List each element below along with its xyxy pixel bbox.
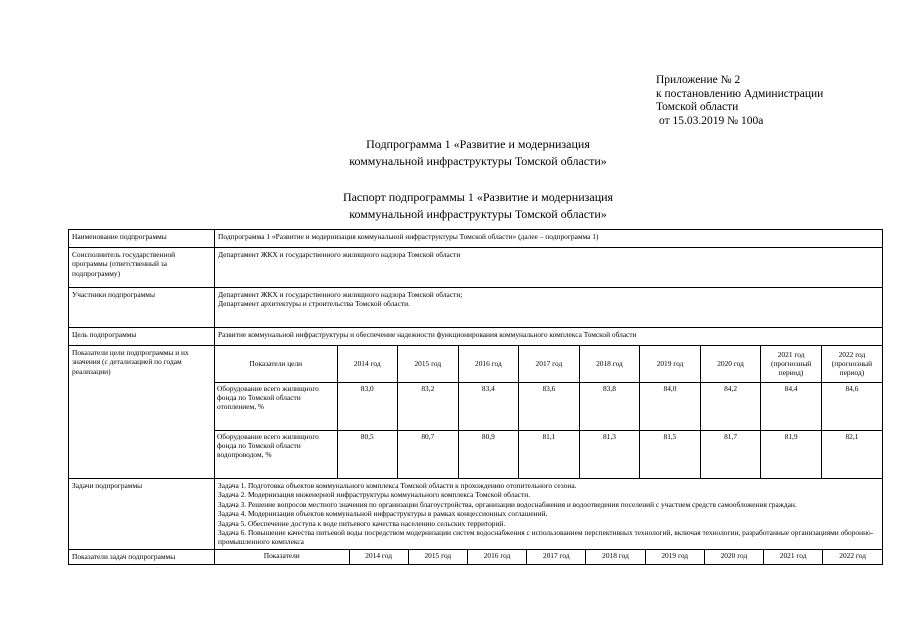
appendix-line: Приложение № 2	[656, 74, 741, 86]
task-indicators-header-row	[215, 550, 882, 564]
header-cell: 2015 год	[408, 550, 467, 564]
indicator-value: 84,6	[821, 382, 882, 430]
header-cell: 2020 год	[704, 550, 763, 564]
row-label: Соисполнитель государственной программы (ответственный за подпрограмму)	[69, 248, 215, 288]
task-item: Задача 3. Решение вопросов местного значения по организации благоустройства, организации водоснабжения и водоотведения поселений с участием средств самообложения граждан.	[218, 499, 797, 509]
indicator-value: 83,4	[458, 382, 519, 430]
heading-line: Паспорт подпрограммы 1 «Развитие и модернизация	[342, 190, 614, 204]
participant-line: Департамент архитектуры и строительства Томской области.	[218, 299, 410, 309]
indicator-name: Оборудование всего жилищного фонда по Томской области отоплением, %	[215, 382, 337, 430]
row-goal	[69, 328, 883, 346]
header-cell: 2017 год	[519, 346, 580, 382]
indicator-value: 81,1	[519, 430, 580, 478]
row-label: Показатели задач подпрограммы	[69, 549, 215, 564]
task-item: Задача 6. Повышение качества питьевой воды посредством модернизации систем водоснабжения с использованием перспективных технологий, включая технологии, разработанные организациями оборонно-промышленного комплекса	[218, 528, 874, 547]
indicator-value: 80,5	[337, 430, 398, 478]
heading-line: коммунальной инфраструктуры Томской области»	[349, 154, 607, 168]
tasks-list	[215, 479, 883, 550]
task-item: Задача 1. Подготовка объектов коммунального комплекса Томской области к прохождению отопительного сезона.	[218, 481, 577, 490]
indicator-value: 81,5	[640, 430, 701, 478]
header-cell: 2014 год	[349, 550, 408, 564]
indicator-name: Оборудование всего жилищного фонда по Томской области водопроводом, %	[215, 430, 337, 478]
appendix-line: от 15.03.2019 № 100а	[659, 114, 764, 127]
row-value: Департамент ЖКХ и государственного жилищного надзора Томской области	[215, 248, 883, 288]
row-label: Наименование подпрограммы	[69, 230, 215, 248]
header-cell: 2017 год	[527, 550, 586, 564]
header-cell: 2014 год	[337, 346, 398, 382]
header-cell: 2018 год	[579, 346, 640, 382]
header-cell: Показатели	[215, 550, 349, 564]
indicator-value: 84,4	[761, 382, 822, 430]
header-cell: 2019 год	[645, 550, 704, 564]
row-participants	[69, 288, 883, 328]
indicator-value: 83,8	[579, 382, 640, 430]
row-indicators	[69, 346, 883, 479]
header-cell: 2016 год	[458, 346, 519, 382]
header-cell: Показатели цели	[215, 346, 337, 382]
participant-line: Департамент ЖКХ и государственного жилищного надзора Томской области;	[218, 290, 463, 299]
appendix-line: Томской области	[656, 101, 739, 113]
header-cell: 2019 год	[640, 346, 701, 382]
row-label: Показатели цели подпрограммы и их значения (с детализацией по годам реализации)	[69, 346, 215, 479]
header-cell: 2018 год	[586, 550, 645, 564]
row-label: Участники подпрограммы	[69, 288, 215, 328]
header-cell: 2022 год	[823, 550, 882, 564]
indicator-value: 80,7	[398, 430, 459, 478]
indicators-data-row	[215, 430, 882, 478]
row-label: Цель подпрограммы	[69, 328, 215, 346]
indicators-cell	[215, 346, 883, 479]
header-cell: 2015 год	[398, 346, 459, 382]
heading-line: Подпрограмма 1 «Развитие и модернизация	[366, 137, 590, 151]
task-item: Задача 2. Модернизация инженерной инфраструктуры коммунального комплекса Томской области.	[218, 490, 531, 500]
row-coexecutor	[69, 248, 883, 288]
indicator-value: 82,1	[821, 430, 882, 478]
task-indicators-cell	[215, 549, 883, 564]
row-value: Развитие коммунальной инфраструктуры и обеспечение надежности функционирования коммунального комплекса Томской области	[215, 328, 883, 346]
indicator-value: 81,3	[579, 430, 640, 478]
header-cell: 2021 год (прогнозный период)	[761, 346, 822, 382]
indicators-header-row	[215, 346, 882, 382]
row-label: Задачи подпрограммы	[69, 479, 215, 550]
indicators-table	[215, 346, 882, 478]
row-task-indicators	[69, 549, 883, 564]
row-value: Подпрограмма 1 «Развитие и модернизация коммунальной инфраструктуры Томской области» (далее – подпрограмма 1)	[215, 230, 883, 248]
indicator-value: 84,0	[640, 382, 701, 430]
indicator-value: 80,9	[458, 430, 519, 478]
indicators-data-row	[215, 382, 882, 430]
indicator-value: 84,2	[700, 382, 761, 430]
appendix-block	[656, 74, 823, 128]
indicator-value: 81,9	[761, 430, 822, 478]
subprogram-heading	[0, 136, 905, 170]
task-indicators-table	[215, 550, 882, 564]
heading-line: коммунальной инфраструктуры Томской области»	[349, 207, 607, 221]
passport-heading	[0, 189, 905, 223]
header-cell: 2016 год	[467, 550, 526, 564]
row-tasks	[69, 479, 883, 550]
header-cell: 2021 год	[764, 550, 823, 564]
row-name	[69, 230, 883, 248]
indicator-value: 83,6	[519, 382, 580, 430]
row-value	[215, 288, 883, 328]
appendix-line: к постановлению Администрации	[656, 87, 824, 100]
indicator-value: 83,0	[337, 382, 398, 430]
task-item: Задача 4. Модернизация объектов коммунальной инфраструктуры в рамках концессионных соглашений.	[218, 509, 548, 519]
passport-table	[68, 229, 883, 565]
indicator-value: 83,2	[398, 382, 459, 430]
header-cell: 2022 год (прогнозный период)	[821, 346, 882, 382]
task-item: Задача 5. Обеспечение доступа к воде питьевого качества населению сельских территорий.	[218, 518, 506, 528]
indicator-value: 81,7	[700, 430, 761, 478]
header-cell: 2020 год	[700, 346, 761, 382]
